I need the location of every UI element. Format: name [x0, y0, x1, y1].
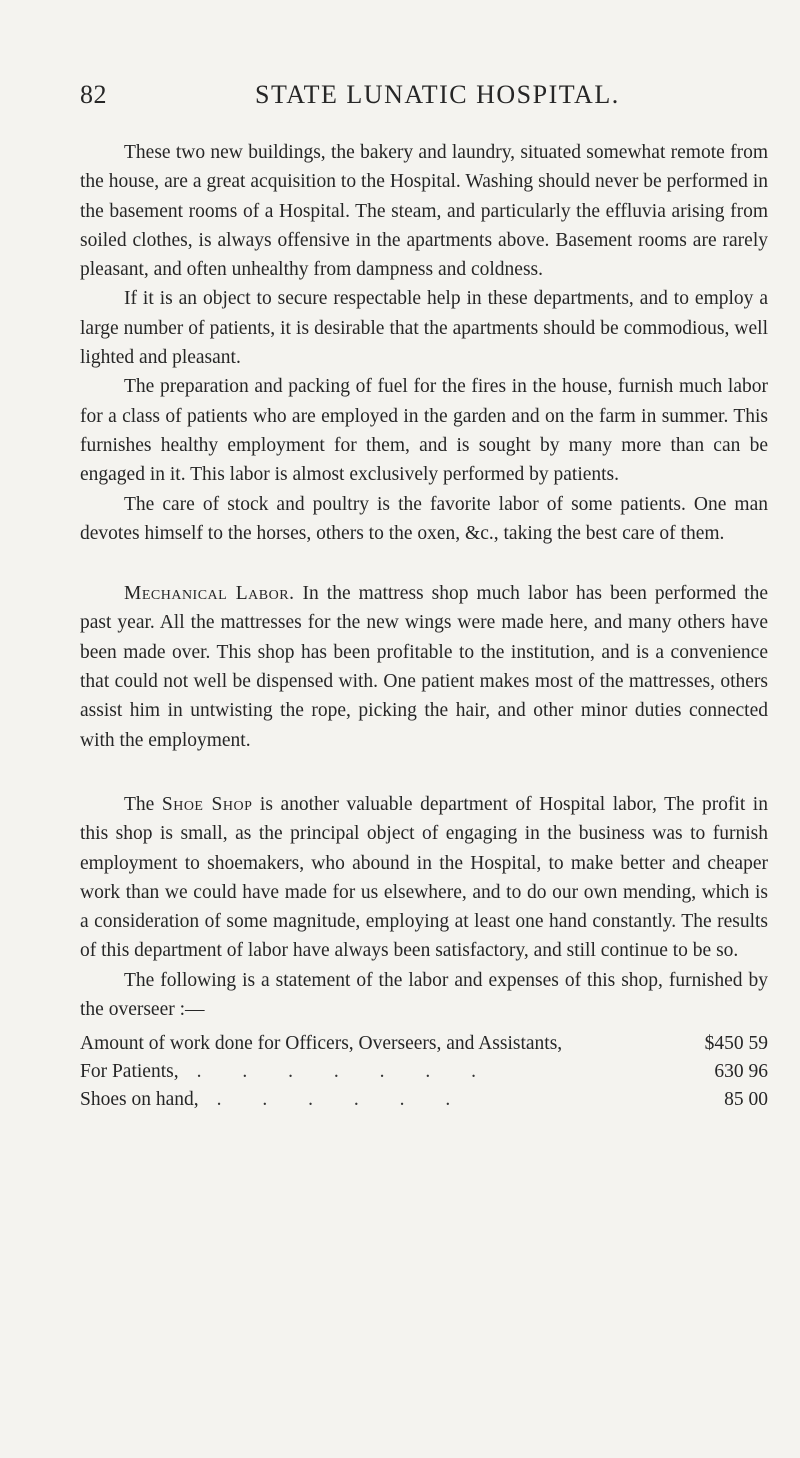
statement-row — [80, 1030, 768, 1058]
statement-amount: 630 96 — [714, 1061, 768, 1083]
paragraph-mechanical-labor — [80, 579, 768, 755]
paragraph-stock: The care of stock and poultry is the favorite labor of some patients. One man devotes himself to the horses, others to the oxen, &c., taking the best care of them. — [80, 493, 768, 544]
statement-table — [80, 1030, 768, 1114]
statement-amount: $450 59 — [704, 1033, 768, 1055]
paragraph-buildings: These two new buildings, the bakery and laundry, situated somewhat remote from the house, are a great acquisition to the Hospital. Washing should never be performed in the basement rooms of a Hospital. The steam, and particularly the effluvia arising from soiled clothes, is always offensive in the apartments above. Basement rooms are rarely pleasant, and often unhealthy from dampness and coldness. — [80, 142, 768, 281]
shoe-shop-text: is another valuable department of Hospital labor, The profit in this shop is small, as the principal object of engaging in the business was to furnish employment to shoemakers, who abound in the Hospital, to make better and cheaper work than we could have made for us elsewhere, and to do our own mending, which is a consideration of some magnitude, employing at least one hand constantly. The results of this department of labor have always been satisfactory, and still continue to be so. — [80, 793, 768, 962]
statement-label: Amount of work done for Officers, Overseers, and Assistants, — [80, 1033, 563, 1055]
statement-leader-dots: . . . . . . — [216, 1089, 469, 1111]
paragraph-statement-intro: The following is a statement of the labor and expenses of this shop, furnished by the overseer :— — [80, 969, 768, 1021]
statement-amount: 85 00 — [724, 1089, 768, 1111]
mechanical-labor-text: In the mattress shop much labor has been performed the past year. All the mattresses for the new wings were made here, and many others have been made over. This shop has been profitable to the institution, and is a convenience that could not well be dispensed with. One patient makes most of the mattresses, others assist him in untwisting the rope, picking the hair, and other minor duties connected with the employment. — [80, 583, 768, 751]
paragraph-fuel: The preparation and packing of fuel for the fires in the house, furnish much labor for a class of patients who are employed in the garden and on the farm in summer. This furnishes healthy employment for them, and is sought by many more than can be engaged in it. This labor is almost exclusively performed by patients. — [80, 376, 768, 486]
body-text — [80, 138, 768, 1114]
shoe-shop-lead: The — [124, 793, 162, 815]
section-heading-shoe-shop: Shoe Shop — [161, 793, 253, 815]
paragraph-shoe-shop — [80, 790, 768, 966]
statement-label: Shoes on hand, — [80, 1089, 199, 1111]
statement-leader-dots: . . . . . . . — [196, 1061, 494, 1083]
statement-label: For Patients, — [80, 1061, 179, 1083]
running-head: STATE LUNATIC HOSPITAL. — [255, 80, 620, 109]
page-number: 82 — [80, 80, 107, 109]
paragraph-help: If it is an object to secure respectable help in these departments, and to employ a large number of patients, it is desirable that the apartments should be commodious, well lighted and pleasant. — [80, 288, 768, 369]
section-heading-mechanical-labor: Mechanical Labor. — [124, 583, 295, 605]
statement-row — [80, 1086, 768, 1114]
statement-row — [80, 1058, 768, 1086]
page-header — [80, 80, 760, 116]
